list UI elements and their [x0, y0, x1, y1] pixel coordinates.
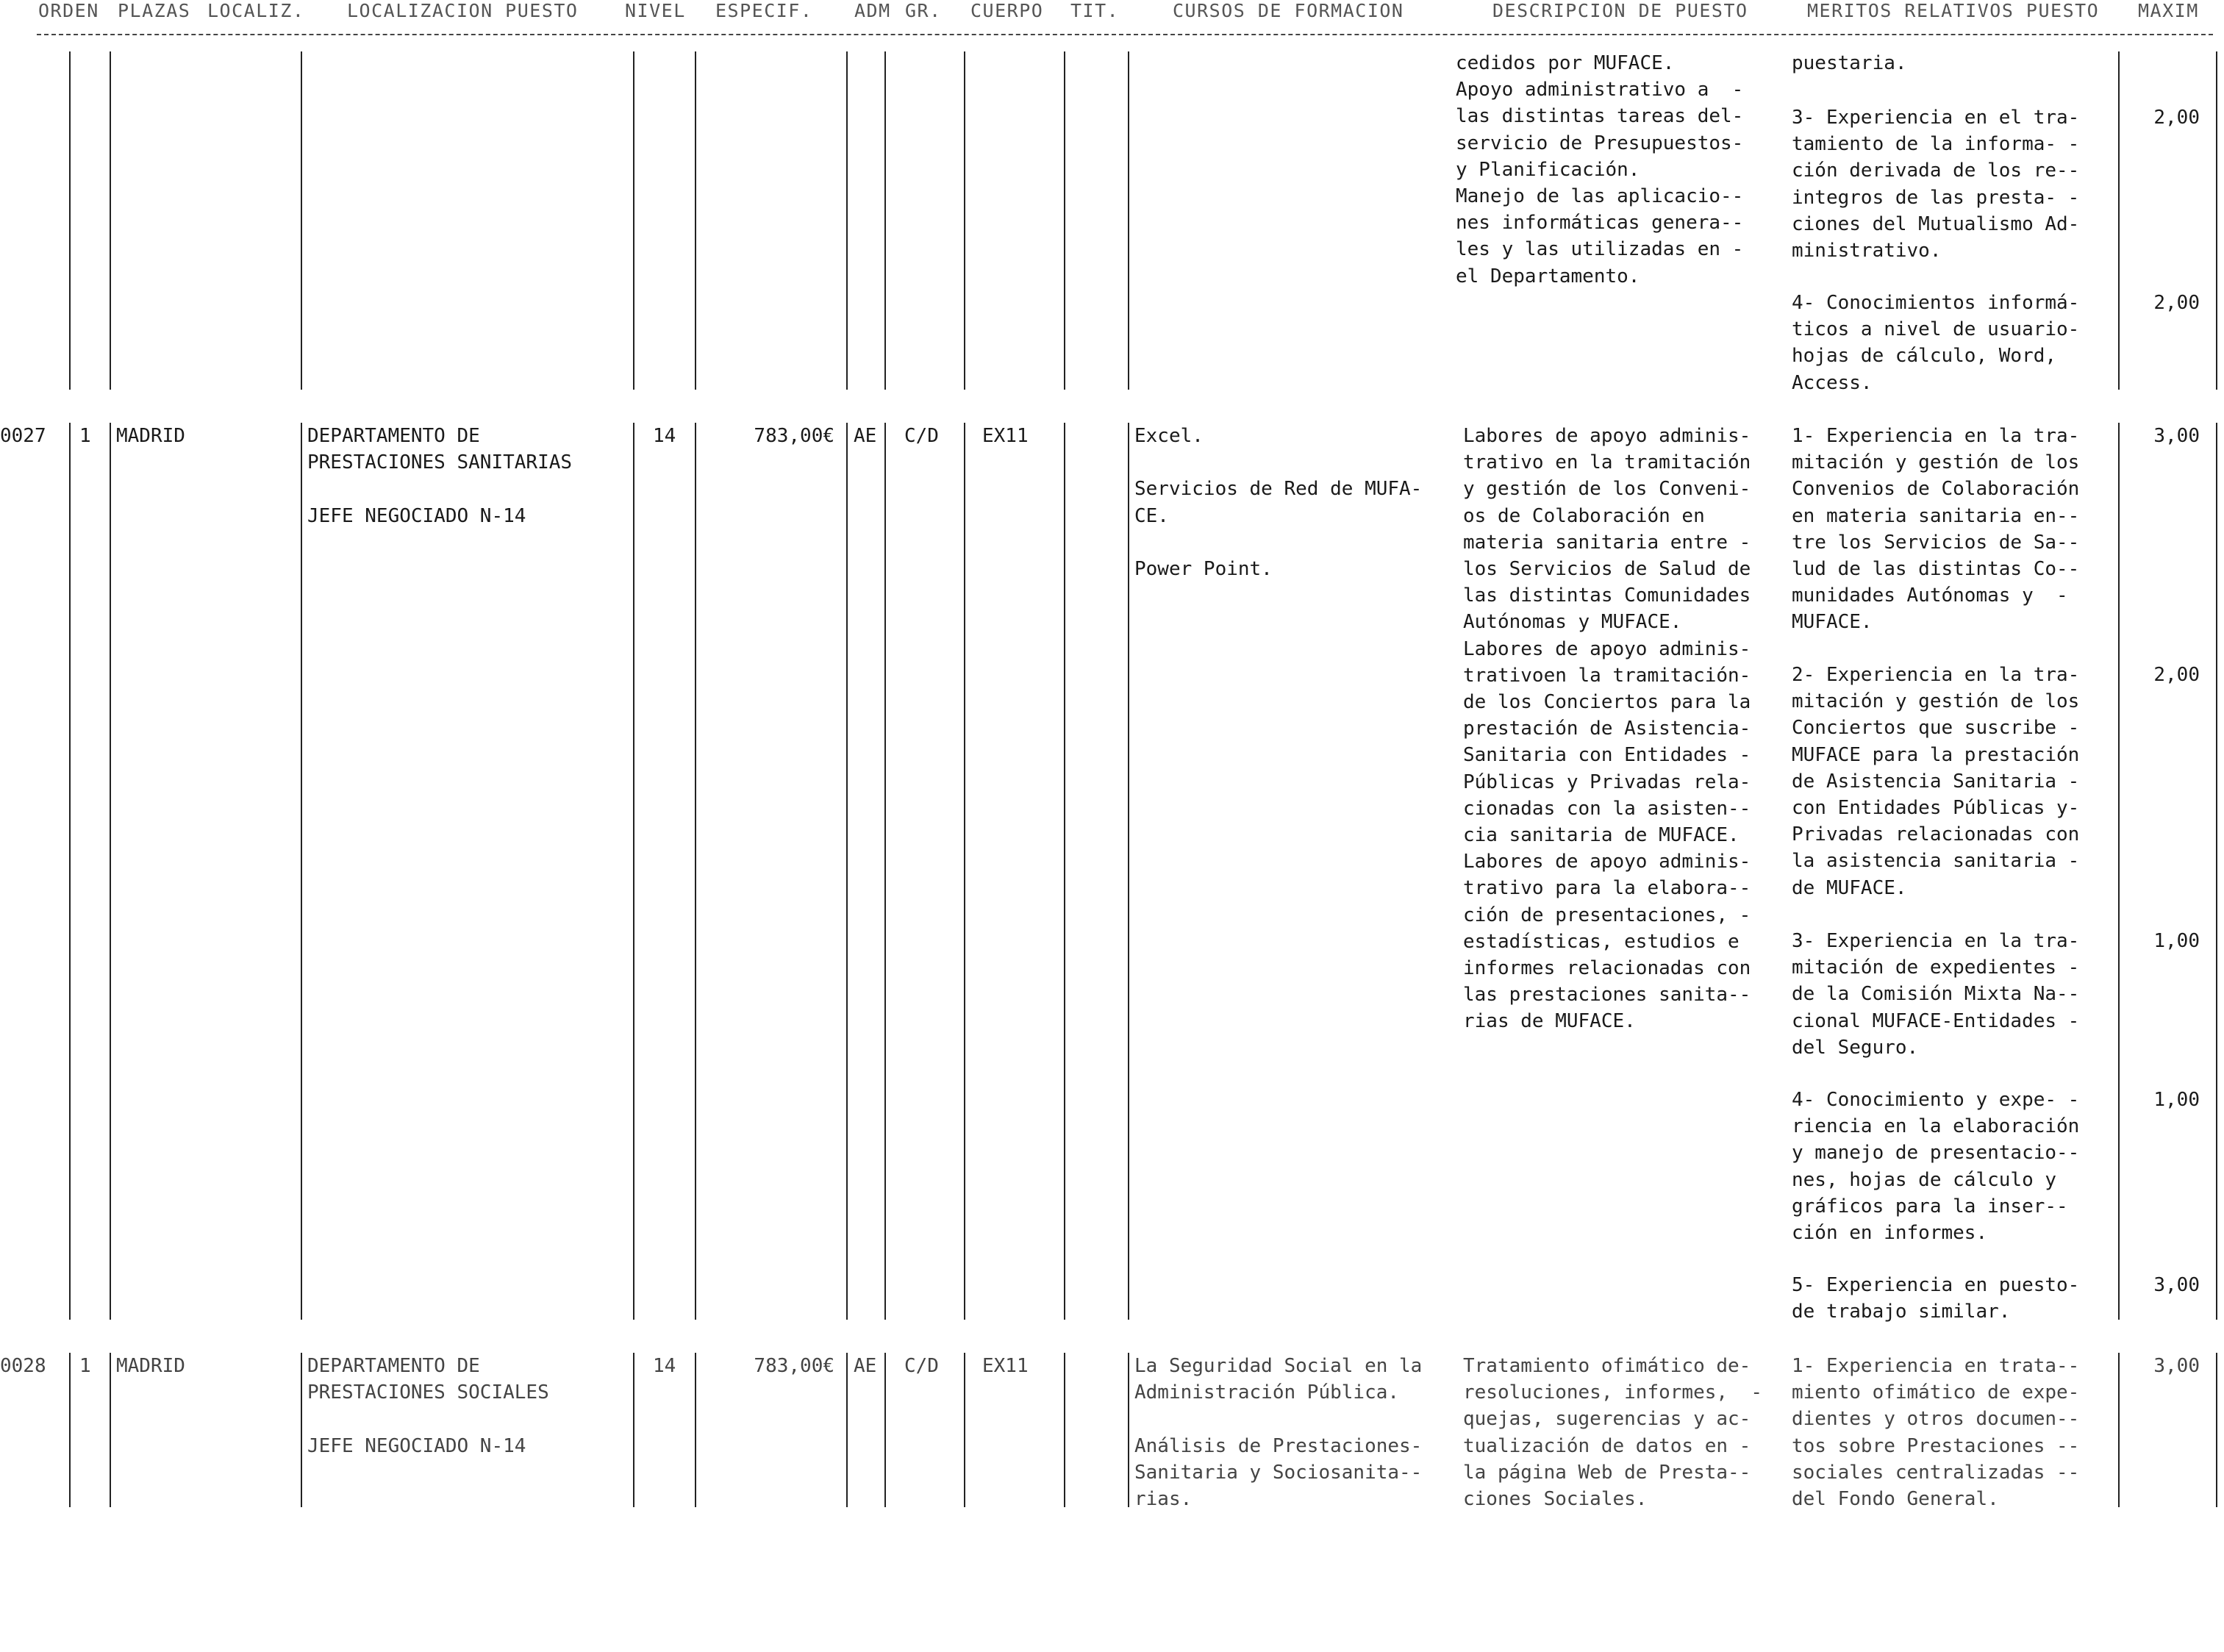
column-rule [69, 51, 71, 390]
column-rule [964, 1353, 965, 1507]
merit-score: 1,00 [2153, 1089, 2200, 1111]
nivel-value: 14 [653, 1355, 676, 1377]
column-rule [1128, 1353, 1129, 1507]
header-cuerpo: CUERPO [970, 0, 1044, 21]
orden-number: 0028 [0, 1355, 46, 1377]
column-rule [1128, 423, 1129, 1320]
plazas-count: 1 [79, 1355, 91, 1377]
header-adm: ADM [854, 0, 891, 21]
header-gr: GR. [905, 0, 942, 21]
header-plazas: PLAZAS [118, 0, 191, 21]
column-rule [2118, 51, 2120, 390]
merit-text: 4- Conocimientos informá- ticos a nivel de usuario- hojas de cálculo, Word, Access. [1792, 292, 2080, 394]
column-rule [301, 1353, 302, 1507]
training-courses: Excel. Servicios de Red de MUFA- CE. Power Point. [1134, 425, 1423, 581]
column-rule [633, 1353, 634, 1507]
header-especif: ESPECIF. [715, 0, 813, 21]
cuerpo-value: EX11 [982, 425, 1029, 447]
merit-text: puestaria. [1792, 52, 1907, 74]
merit-score: 3,00 [2153, 1355, 2200, 1377]
column-rule [69, 1353, 71, 1507]
header-orden: ORDEN [38, 0, 99, 21]
column-rule [695, 423, 696, 1320]
nivel-value: 14 [653, 425, 676, 447]
column-rule [1064, 1353, 1065, 1507]
adm-value: AE [854, 425, 877, 447]
column-rule [69, 423, 71, 1320]
merit-text: 3- Experiencia en el tra- tamiento de la informa- - ción derivada de los re-- integros de las presta- - ciones del Mutualismo Ad- ministrativo. [1792, 107, 2080, 262]
column-rule [301, 51, 302, 390]
group-value: C/D [904, 425, 939, 447]
column-rule [2216, 423, 2217, 1320]
column-rule [884, 423, 886, 1320]
orden-number: 0027 [0, 425, 46, 447]
column-rule [1128, 51, 1129, 390]
column-rule [301, 423, 302, 1320]
header-maxim: MAXIM [2138, 0, 2199, 21]
column-rule [2118, 1353, 2120, 1507]
localiz-city: MADRID [116, 425, 185, 447]
especif-value: 783,00€ [754, 1355, 834, 1377]
column-rule [110, 1353, 111, 1507]
column-rule [2216, 51, 2217, 390]
column-rule [110, 423, 111, 1320]
merit-text: 5- Experiencia en puesto- de trabajo similar. [1792, 1274, 2080, 1323]
merit-score: 2,00 [2153, 664, 2200, 686]
column-rule [846, 423, 848, 1320]
merit-score: 1,00 [2153, 930, 2200, 952]
header-cursos: CURSOS DE FORMACION [1173, 0, 1404, 21]
column-rule [1064, 51, 1065, 390]
column-rule [1064, 423, 1065, 1320]
localiz-city: MADRID [116, 1355, 185, 1377]
header-nivel: NIVEL [625, 0, 686, 21]
adm-value: AE [854, 1355, 877, 1377]
merit-text: 3- Experiencia en la tra- mitación de expedientes - de la Comisión Mixta Na-- cional MUFACE-Entidades - del Seguro. [1792, 930, 2080, 1059]
header-divider [37, 34, 2213, 35]
group-value: C/D [904, 1355, 939, 1377]
column-rule [695, 1353, 696, 1507]
header-localiz: LOCALIZ. [207, 0, 305, 21]
column-rule [846, 51, 848, 390]
column-rule [695, 51, 696, 390]
plazas-count: 1 [79, 425, 91, 447]
merit-text: 2- Experiencia en la tra- mitación y gestión de los Conciertos que suscribe - MUFACE para la prestación de Asistencia Sanitaria - con Entidades Públicas y- Privadas relacionadas con la asistencia sanitaria - de MUFACE. [1792, 664, 2080, 899]
merit-text: 4- Conocimiento y expe- - riencia en la elaboración y manejo de presentacio-- nes, hojas de cálculo y gráficos para la inser-- ción en informes. [1792, 1089, 2080, 1245]
job-description: cedidos por MUFACE. Apoyo administrativo a - las distintas tareas del- servicio de Presupuestos- y Planificación. Manejo de las aplicacio-- nes informáticas genera-- les y las utilizadas en - el Departamento. [1456, 52, 1744, 287]
merit-score: 2,00 [2153, 292, 2200, 314]
column-rule [110, 51, 111, 390]
header-meritos: MERITOS RELATIVOS PUESTO [1807, 0, 2100, 21]
merit-score: 3,00 [2153, 1274, 2200, 1296]
job-location: DEPARTAMENTO DE PRESTACIONES SOCIALES JEFE NEGOCIADO N-14 [307, 1355, 549, 1457]
cuerpo-value: EX11 [982, 1355, 1029, 1377]
job-description: Tratamiento ofimático de- resoluciones, informes, - quejas, sugerencias y ac- tualización de datos en - la página Web de Presta-- ciones Sociales. [1463, 1355, 1762, 1511]
column-rule [884, 1353, 886, 1507]
column-rule [846, 1353, 848, 1507]
header-localizacion-puesto: LOCALIZACION PUESTO [347, 0, 579, 21]
header-tit: TIT. [1070, 0, 1120, 21]
column-rule [964, 423, 965, 1320]
column-rule [884, 51, 886, 390]
merit-score: 2,00 [2153, 107, 2200, 129]
column-rule [633, 423, 634, 1320]
column-rule [964, 51, 965, 390]
job-location: DEPARTAMENTO DE PRESTACIONES SANITARIAS JEFE NEGOCIADO N-14 [307, 425, 573, 527]
column-rule [2118, 423, 2120, 1320]
merit-score: 3,00 [2153, 425, 2200, 447]
training-courses: La Seguridad Social en la Administración Pública. Análisis de Prestaciones- Sanitaria y Sociosanita-- rias. [1134, 1355, 1423, 1511]
merit-text: 1- Experiencia en la tra- mitación y gestión de los Convenios de Colaboración en materia sanitaria en-- tre los Servicios de Sa-- lud de las distintas Co-- munidades Autónomas y - MUFACE. [1792, 425, 2080, 634]
merit-text: 1- Experiencia en trata-- miento ofimático de expe- dientes y otros documen-- tos sobre Prestaciones -- sociales centralizadas -- del Fondo General. [1792, 1355, 2080, 1511]
job-description: Labores de apoyo adminis- trativo en la tramitación y gestión de los Conveni- os de Colaboración en materia sanitaria entre - los Servicios de Salud de las distintas Comunidades Autónomas y MUFACE. Labores de apoyo adminis- trativoen la tramitación- de los Conciertos para la prestación de Asistencia- Sanitaria con Entidades - Públicas y Privadas rela- cionadas con la asisten-- cia sanitaria de MUFACE. Labores de apoyo adminis- trativo para la elabora-- ción de presentaciones, - estadísticas, estudios e informes relacionadas con las prestaciones sanita-- rias de MUFACE. [1463, 425, 1751, 1033]
header-descripcion: DESCRIPCION DE PUESTO [1492, 0, 1748, 21]
column-rule [2216, 1353, 2217, 1507]
especif-value: 783,00€ [754, 425, 834, 447]
column-rule [633, 51, 634, 390]
